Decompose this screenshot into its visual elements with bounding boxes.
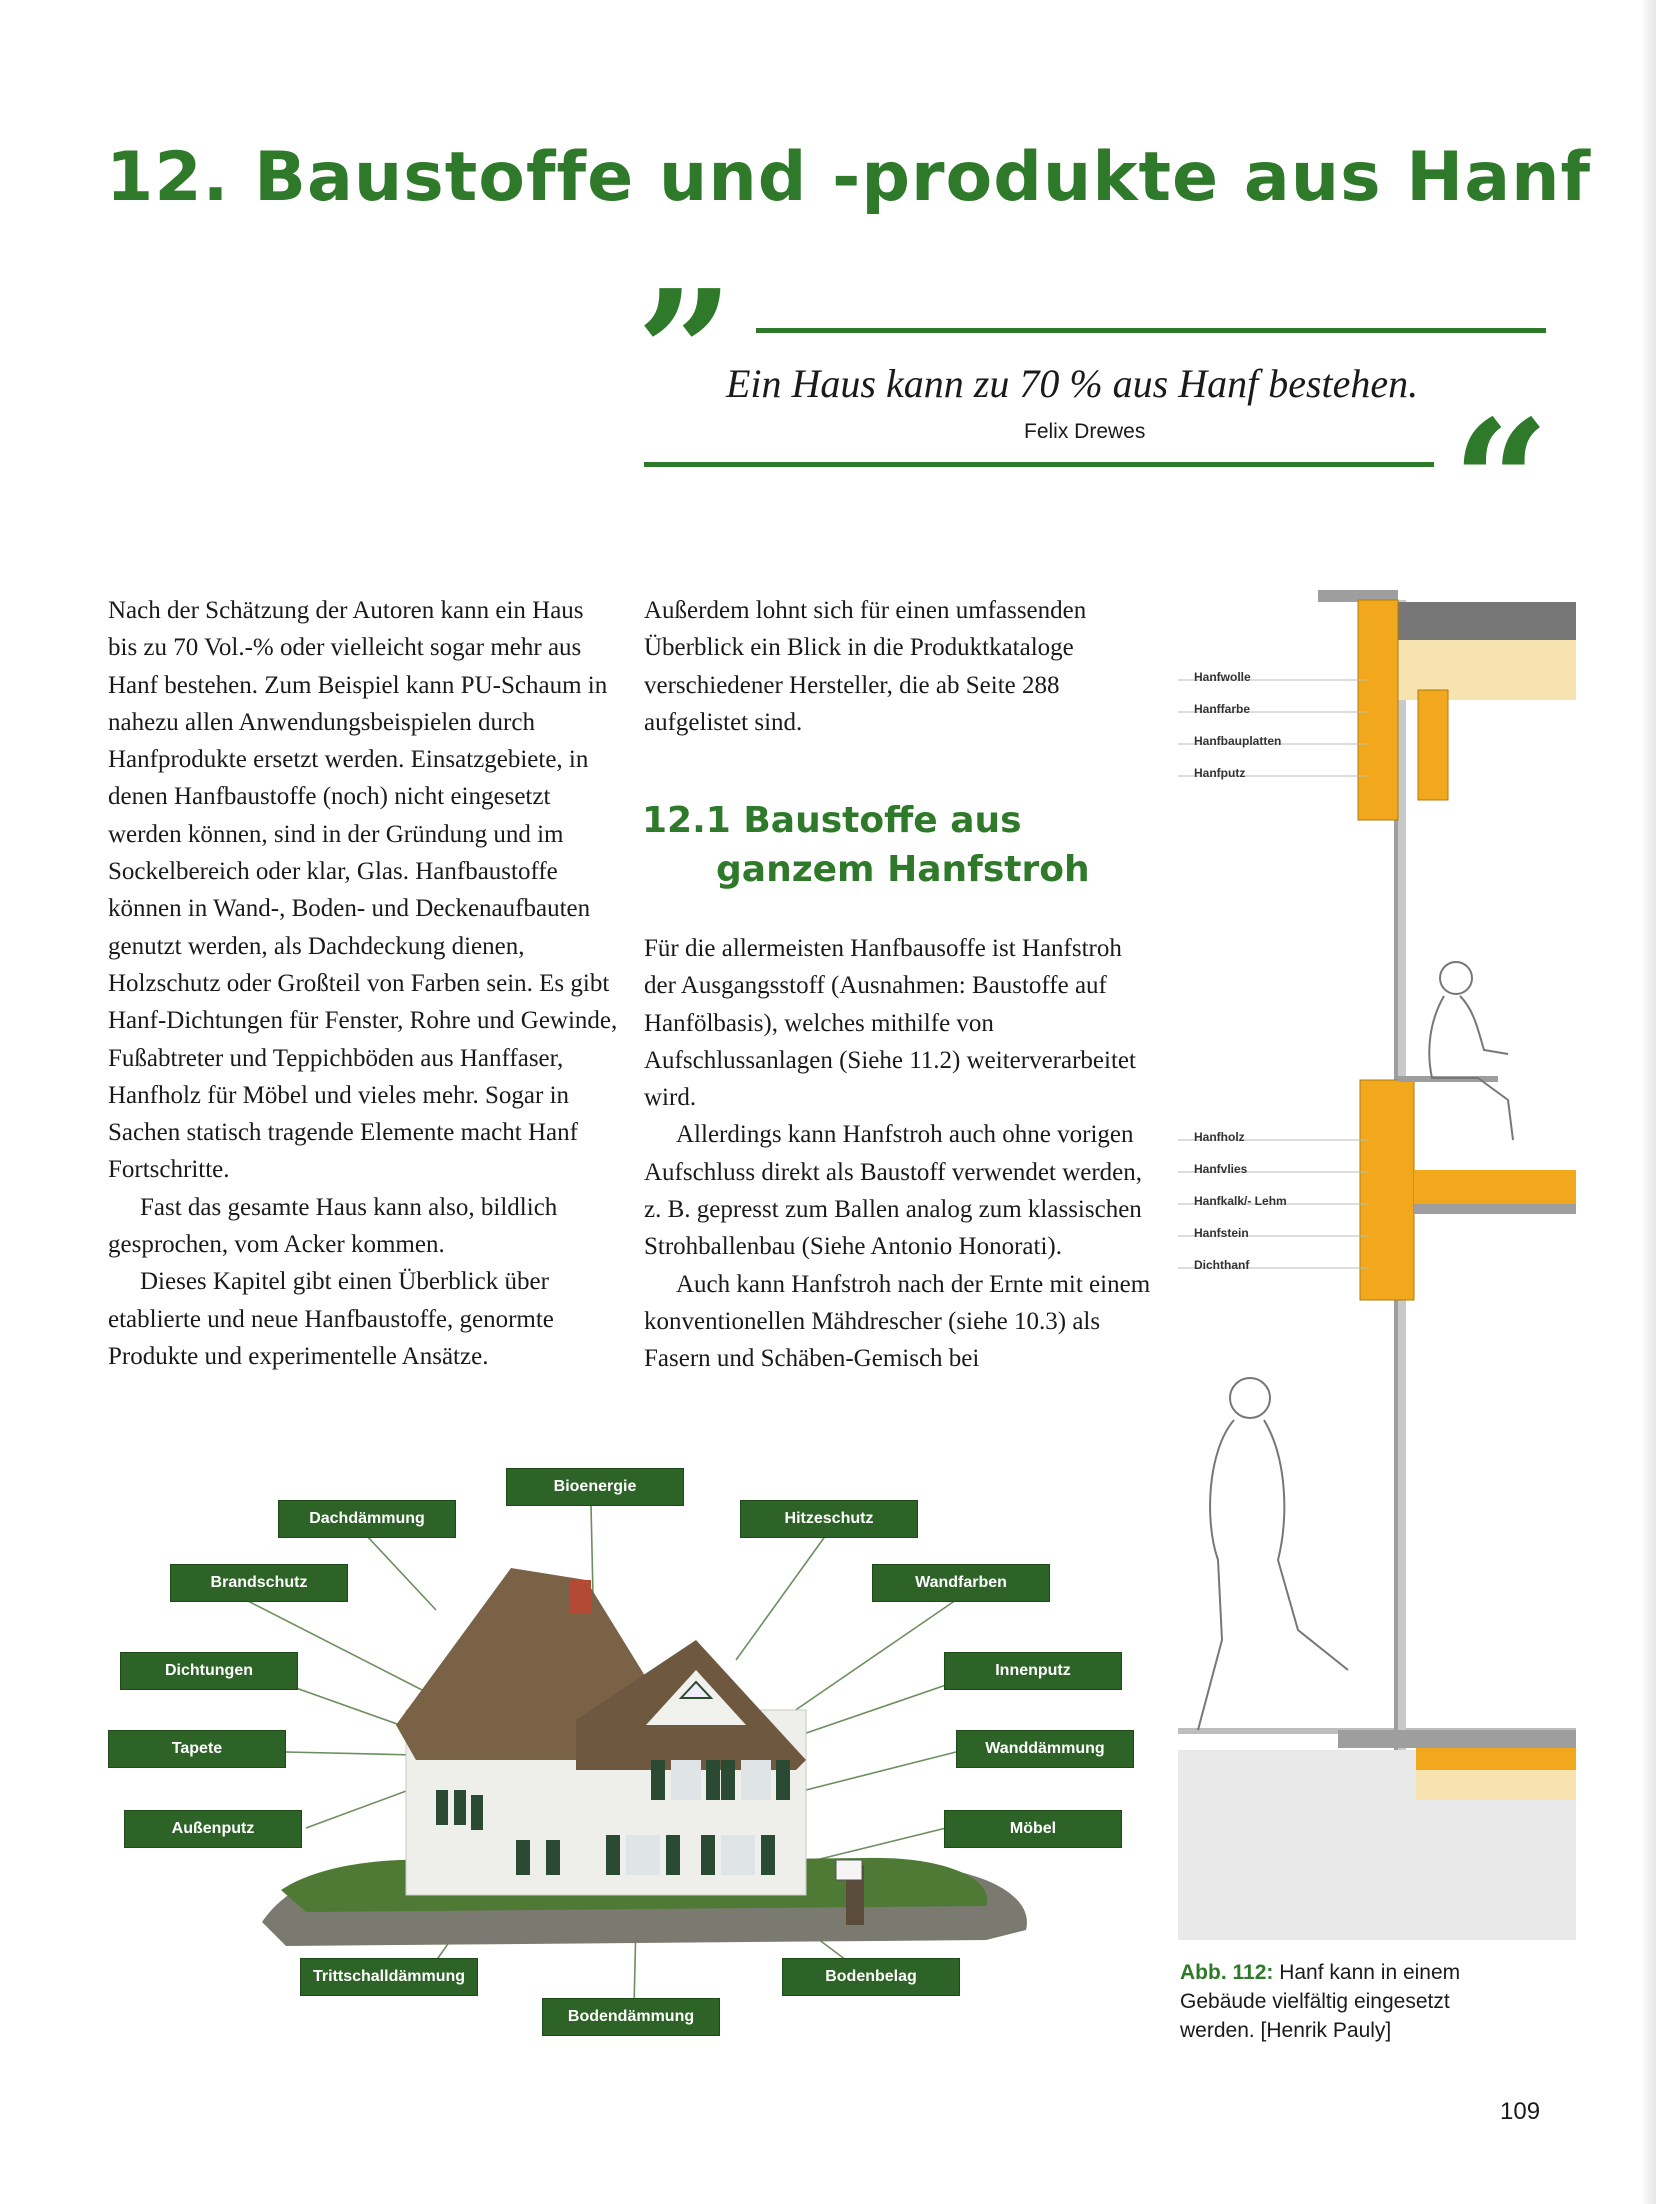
floor-insulation-mid bbox=[1414, 1170, 1576, 1204]
quote-rule-top bbox=[756, 328, 1546, 333]
person-walking-outline bbox=[1198, 1378, 1348, 1730]
opening-quote-mark: ” bbox=[636, 253, 734, 453]
caption-label: Abb. 112: bbox=[1180, 1961, 1274, 1984]
section-label: Hanfbauplatten bbox=[1194, 734, 1282, 748]
section-heading-line1: 12.1 Baustoffe aus bbox=[642, 800, 1022, 841]
figure-caption bbox=[1180, 1958, 1520, 2045]
label-wanddaemmung: Wanddämmung bbox=[956, 1730, 1134, 1768]
person-seated-outline bbox=[1429, 962, 1513, 1140]
paragraph: Fast das gesamte Haus kann also, bildlich gesprochen, vom Acker kommen. bbox=[108, 1193, 558, 1259]
paragraph: Nach der Schätzung der Autoren kann ein Haus bis zu 70 Vol.-% oder vielleicht sogar mehr aus Hanf bestehen. Zum Beispiel kann PU-Schaum in nahezu allen Anwendungsbeispielen durch Hanfprodukte ersetzt werden. Einsatzgebiete, in denen Hanfbaustoffe (noch) nicht eingesetzt werden können, sind in der Gründung und im Sockelbereich oder klar, Glas. Hanfbaustoffe können in Wand-, Boden- und Deckenaufbauten genutzt werden, als Dachdeckung dienen, Holzschutz oder Großteil von Farben sein. Es gibt Hanf-Dichtungen für Fenster, Rohre und Gewinde, Fußabtreter und Teppichböden aus Hanffaser, Hanfholz für Möbel und vieles mehr. Sogar in Sachen statisch tragende Elemente macht Hanf Fortschritte. bbox=[108, 597, 618, 1184]
quote-rule-bottom bbox=[644, 462, 1434, 467]
label-bioenergie: Bioenergie bbox=[506, 1468, 684, 1506]
label-wandfarben: Wandfarben bbox=[872, 1564, 1050, 1602]
sign bbox=[836, 1860, 862, 1880]
section-label: Hanfstein bbox=[1194, 1226, 1249, 1240]
label-trittschalldaemmung: Trittschalldämmung bbox=[300, 1958, 478, 1996]
caption-text: Hanf kann in einem Gebäude vielfältig eingesetzt werden. [Henrik Pauly] bbox=[1180, 1961, 1461, 2042]
text-column-right-intro bbox=[644, 592, 1154, 741]
floor-insulation-bottom bbox=[1416, 1748, 1576, 1770]
label-dachdaemmung: Dachdämmung bbox=[278, 1500, 456, 1538]
section-label: Hanfholz bbox=[1194, 1130, 1245, 1144]
label-hitzeschutz: Hitzeschutz bbox=[740, 1500, 918, 1538]
label-dichtungen: Dichtungen bbox=[120, 1652, 298, 1690]
paragraph: Allerdings kann Hanfstroh auch ohne vorigen Aufschluss direkt als Baustoff verwendet werden, z. B. gepresst zum Ballen analog zum klassischen Strohballenbau (Siehe Antonio Honorati). bbox=[644, 1121, 1143, 1261]
chapter-title: 12. Baustoffe und -produkte aus Hanf bbox=[106, 138, 1592, 217]
quote-author: Felix Drewes bbox=[1024, 420, 1146, 443]
label-tapete: Tapete bbox=[108, 1730, 286, 1768]
section-label: Hanfwolle bbox=[1194, 670, 1251, 684]
section-heading-line2: ganzem Hanfstroh bbox=[716, 849, 1090, 890]
quote-text: Ein Haus kann zu 70 % aus Hanf bestehen. bbox=[726, 361, 1419, 406]
paragraph: Dieses Kapitel gibt einen Überblick über etablierte und neue Hanfbaustoffe, genormte Produkte und experimentelle Ansätze. bbox=[108, 1268, 554, 1370]
building-section-drawing bbox=[1178, 580, 1576, 1940]
wall-insulation-mid bbox=[1360, 1080, 1414, 1300]
paragraph: Auch kann Hanfstroh nach der Ernte mit einem konventionellen Mähdrescher (siehe 10.3) als Fasern und Schäben-Gemisch bei bbox=[644, 1270, 1151, 1373]
chimney bbox=[569, 1580, 591, 1614]
text-column-right bbox=[644, 930, 1154, 1378]
label-innenputz: Innenputz bbox=[944, 1652, 1122, 1690]
label-bodendaemmung: Bodendämmung bbox=[542, 1998, 720, 2036]
page-edge bbox=[1640, 0, 1656, 2204]
section-heading bbox=[642, 796, 1090, 894]
page-number: 109 bbox=[1500, 2098, 1541, 2125]
paragraph: Für die allermeisten Hanfbausoffe ist Hanfstroh der Ausgangsstoff (Ausnahmen: Baustoffe auf Hanfölbasis), welches mithilfe von Aufschlussanlagen (Siehe 11.2) weiterverarbeitet wird. bbox=[644, 935, 1136, 1112]
label-moebel: Möbel bbox=[944, 1810, 1122, 1848]
text-column-left bbox=[108, 592, 618, 1375]
house-diagram bbox=[106, 1460, 1136, 2040]
label-bodenbelag: Bodenbelag bbox=[782, 1958, 960, 1996]
section-label: Hanffarbe bbox=[1194, 702, 1251, 716]
section-label: Hanfkalk/- Lehm bbox=[1194, 1194, 1287, 1208]
paragraph: Außerdem lohnt sich für einen umfassenden Überblick ein Blick in die Produktkataloge verschiedener Hersteller, die ab Seite 288 aufgelistet sind. bbox=[644, 597, 1087, 736]
label-aussenputz: Außenputz bbox=[124, 1810, 302, 1848]
section-label: Dichthanf bbox=[1194, 1258, 1250, 1272]
wall-insulation-top bbox=[1358, 600, 1398, 820]
section-label: Hanfputz bbox=[1194, 766, 1246, 780]
label-brandschutz: Brandschutz bbox=[170, 1564, 348, 1602]
section-label: Hanfvlies bbox=[1194, 1162, 1248, 1176]
ground-slab bbox=[1338, 1730, 1576, 1748]
closing-quote-mark: “ bbox=[1452, 383, 1550, 583]
